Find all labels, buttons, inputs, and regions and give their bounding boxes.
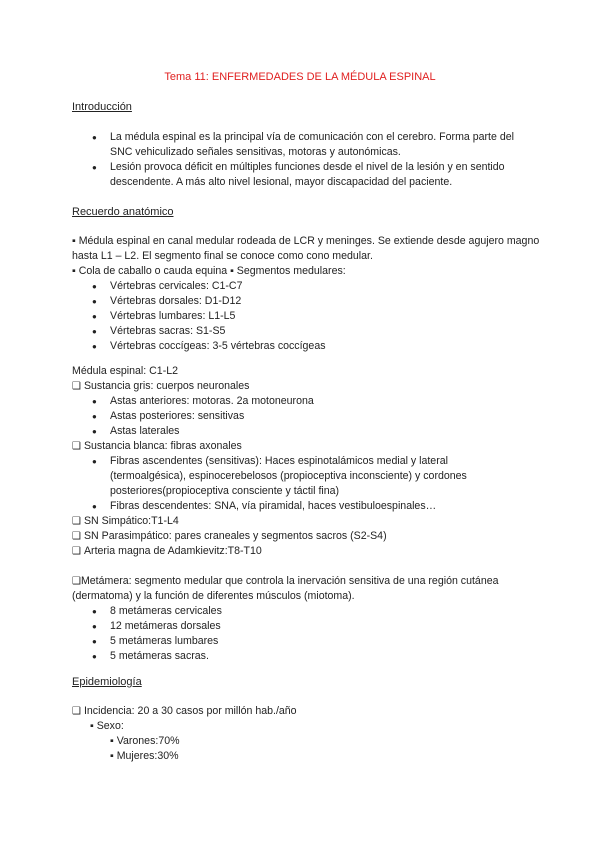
blanca-list <box>92 454 472 514</box>
list-item: ● Astas laterales <box>92 424 512 439</box>
checkbox-line: ❑ SN Simpático:T1-L4 <box>72 515 179 527</box>
heading-introduccion: Introducción <box>72 101 132 113</box>
list-item: ● Fibras ascendentes (sensitivas): Haces espinotalámicos medial y lateral (termoalgésica), espinocerebelosos (propioceptiva inconsciente) y cordones posteriores(propioceptiva consciente y táctil fina) <box>92 454 472 499</box>
gris-list <box>92 394 512 439</box>
list-item: ● Lesión provoca déficit en múltiples funciones desde el nivel de la lesión y en sentido descendente. A más alto nivel lesional, mayor discapacidad del paciente. <box>92 160 522 190</box>
paragraph: ▪ Cola de caballo o cauda equina ▪ Segmentos medulares: <box>72 265 346 277</box>
list-item: ● La médula espinal es la principal vía de comunicación con el cerebro. Forma parte del SNC vehiculizado señales sensitivas, motoras y autonómicas. <box>92 130 522 160</box>
list-item: ● 5 metámeras sacras. <box>92 649 512 664</box>
list-item: ● Vértebras coccígeas: 3-5 vértebras coccígeas <box>92 339 512 354</box>
checkbox-line: ❑ Sustancia blanca: fibras axonales <box>72 440 242 452</box>
intro-list <box>92 130 522 190</box>
checkbox-line: ❑ Arteria magna de Adamkievitz:T8-T10 <box>72 545 262 557</box>
paragraph: ❑Metámera: segmento medular que controla la inervación sensitiva de una región cutánea (dermatoma) y la función de diferentes músculos (miotoma). <box>72 575 499 602</box>
list-item: ● Vértebras lumbares: L1-L5 <box>92 309 512 324</box>
sexo-label: ▪ Sexo: <box>90 720 124 732</box>
paragraph: Médula espinal: C1-L2 <box>72 365 178 377</box>
list-item: ● Astas posteriores: sensitivas <box>92 409 512 424</box>
checkbox-line: ❑ Sustancia gris: cuerpos neuronales <box>72 380 250 392</box>
checkbox-line: ❑ SN Parasimpático: pares craneales y segmentos sacros (S2-S4) <box>72 530 387 542</box>
list-item: ● Vértebras cervicales: C1-C7 <box>92 279 512 294</box>
checkbox-icon: ❑ <box>72 706 81 717</box>
heading-recuerdo-anatomico: Recuerdo anatómico <box>72 206 174 218</box>
paragraph: ▪ Médula espinal en canal medular rodeada de LCR y meninges. Se extiende desde agujero magno hasta L1 – L2. El segmento final se conoce como cono medular. <box>72 235 540 262</box>
list-item: ● 5 metámeras lumbares <box>92 634 512 649</box>
list-item: ● 8 metámeras cervicales <box>92 604 512 619</box>
checkbox-icon: ❑ <box>72 576 81 587</box>
list-item: ● Vértebras dorsales: D1-D12 <box>92 294 512 309</box>
list-item: ● Vértebras sacras: S1-S5 <box>92 324 512 339</box>
list-item: ● 12 metámeras dorsales <box>92 619 512 634</box>
varones-line: ▪ Varones:70% <box>110 735 180 747</box>
mujeres-line: ▪ Mujeres:30% <box>110 750 179 762</box>
vertebras-list <box>92 279 512 354</box>
checkbox-icon: ❑ <box>72 531 81 542</box>
checkbox-line: ❑ Incidencia: 20 a 30 casos por millón hab./año <box>72 705 297 717</box>
checkbox-icon: ❑ <box>72 441 81 452</box>
checkbox-icon: ❑ <box>72 546 81 557</box>
checkbox-icon: ❑ <box>72 516 81 527</box>
checkbox-icon: ❑ <box>72 381 81 392</box>
list-item: ● Fibras descendentes: SNA, vía piramidal, haces vestibuloespinales… <box>92 499 472 514</box>
metamera-list <box>92 604 512 664</box>
page-title: Tema 11: ENFERMEDADES DE LA MÉDULA ESPINAL <box>164 71 436 83</box>
list-item: ● Astas anteriores: motoras. 2a motoneurona <box>92 394 512 409</box>
heading-epidemiologia: Epidemiología <box>72 676 142 688</box>
